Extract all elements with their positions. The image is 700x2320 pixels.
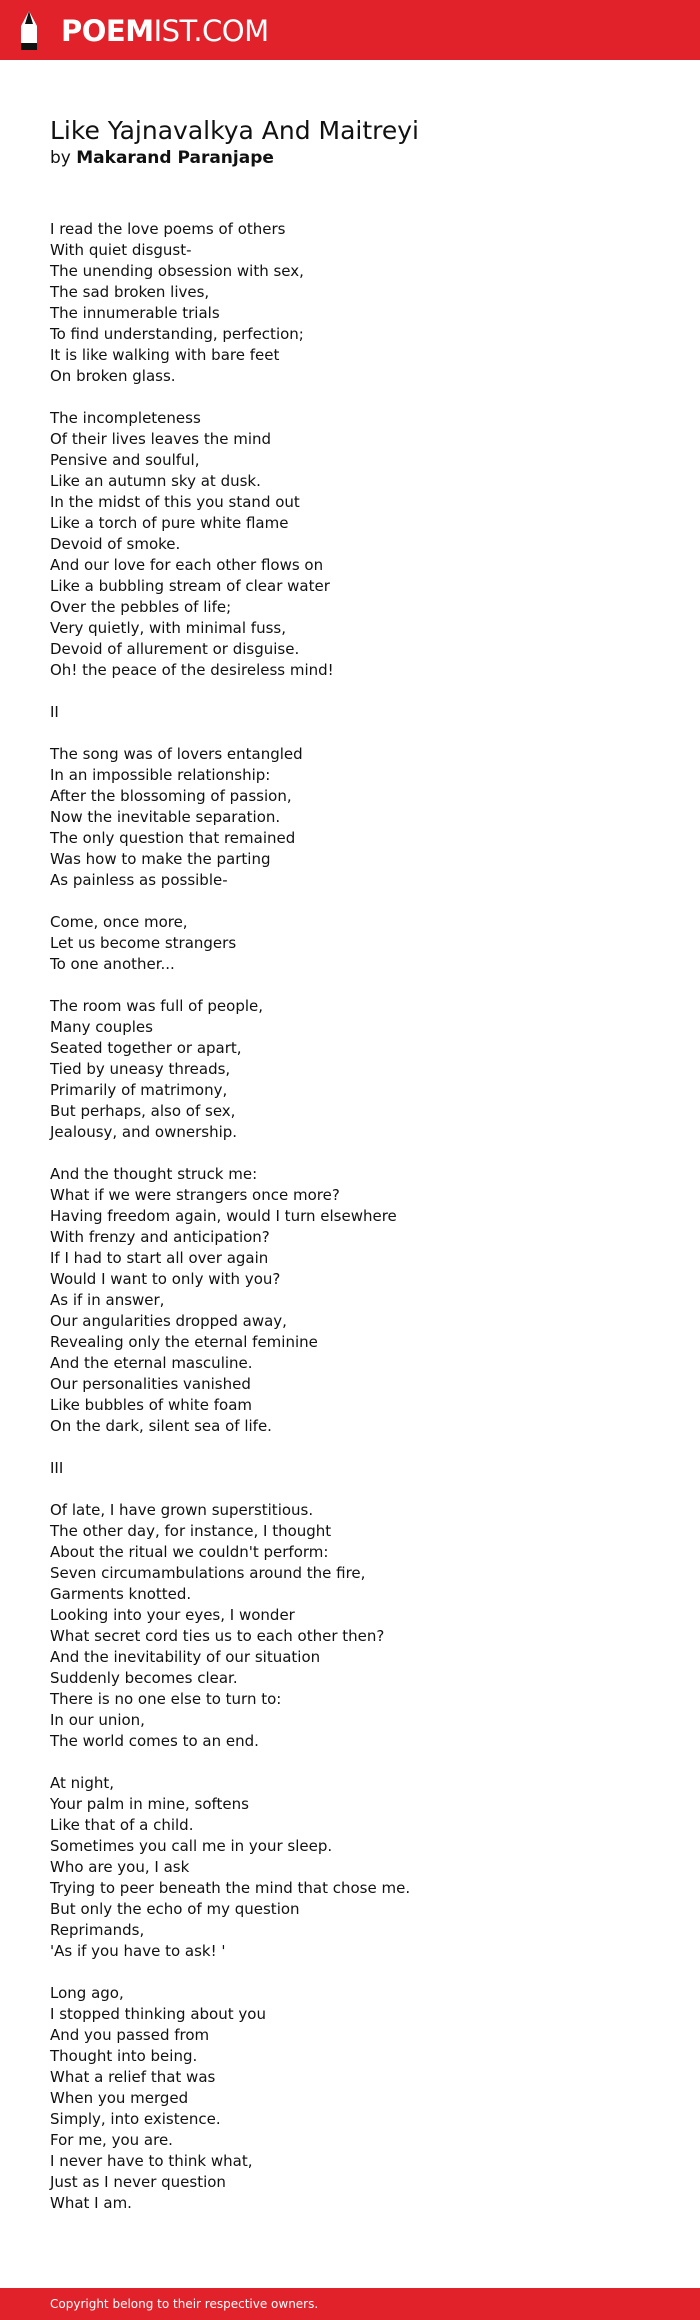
poem-line: Let us become strangers — [50, 934, 237, 952]
poem-line: And you passed from — [50, 2026, 210, 2044]
poem-line: Come, once more, — [50, 913, 188, 931]
poem-line: At night, — [50, 1774, 114, 1792]
poem-line: And the eternal masculine. — [50, 1354, 253, 1372]
poem-line: What if we were strangers once more? — [50, 1186, 340, 1204]
poem-line: Pensive and soulful, — [50, 451, 200, 469]
poem-line: In an impossible relationship: — [50, 766, 271, 784]
poem-line: To one another... — [50, 955, 175, 973]
poem-line: On broken glass. — [50, 367, 176, 385]
poem-line: Like an autumn sky at dusk. — [50, 472, 261, 490]
poem-line: Like a bubbling stream of clear water — [50, 577, 330, 595]
poem-line: Reprimands, — [50, 1921, 145, 1939]
poem-line: Seated together or apart, — [50, 1039, 242, 1057]
poem-title: Like Yajnavalkya And Maitreyi — [50, 116, 420, 145]
poem-line: Primarily of matrimony, — [50, 1081, 228, 1099]
poem-line: In our union, — [50, 1711, 145, 1729]
poem-line: Thought into being. — [50, 2047, 198, 2065]
poem-line: Just as I never question — [50, 2173, 226, 2191]
poem-line: Looking into your eyes, I wonder — [50, 1606, 295, 1624]
poem-line: Revealing only the eternal feminine — [50, 1333, 318, 1351]
poem-line: I stopped thinking about you — [50, 2005, 266, 2023]
poem-byline — [50, 147, 274, 169]
poem-line: With quiet disgust- — [50, 241, 192, 259]
poem-line: As painless as possible- — [50, 871, 228, 889]
stanza-break — [50, 1479, 650, 1500]
stanza-break — [50, 975, 650, 996]
stanza-break — [50, 387, 650, 408]
poem-line: The song was of lovers entangled — [50, 745, 303, 763]
poem-line: After the blossoming of passion, — [50, 787, 292, 805]
site-header — [0, 0, 700, 60]
copyright-notice: Copyright belong to their respective owners. — [50, 2297, 319, 2311]
poem-line: But only the echo of my question — [50, 1900, 300, 1918]
poem-line: Tied by uneasy threads, — [50, 1060, 231, 1078]
poem-line: There is no one else to turn to: — [50, 1690, 282, 1708]
poem-line: The unending obsession with sex, — [50, 262, 304, 280]
poem-line: But perhaps, also of sex, — [50, 1102, 236, 1120]
poem-line: In the midst of this you stand out — [50, 493, 300, 511]
poem-line: Of their lives leaves the mind — [50, 430, 272, 448]
stanza-break — [50, 681, 650, 702]
poem-line: Of late, I have grown superstitious. — [50, 1501, 314, 1519]
poem-line: Seven circumambulations around the fire, — [50, 1564, 366, 1582]
poem-line: Like a torch of pure white flame — [50, 514, 289, 532]
poem-line: And our love for each other flows on — [50, 556, 324, 574]
poem-line: Over the pebbles of life; — [50, 598, 232, 616]
stanza-break — [50, 1752, 650, 1773]
poem-line: If I had to start all over again — [50, 1249, 269, 1267]
poem-line: Who are you, I ask — [50, 1858, 190, 1876]
by-label: by — [50, 148, 71, 168]
poem-line: Trying to peer beneath the mind that chose me. — [50, 1879, 411, 1897]
poem-line: Many couples — [50, 1018, 153, 1036]
poem-line: Like that of a child. — [50, 1816, 194, 1834]
site-logo[interactable] — [61, 11, 269, 51]
poem-line: Suddenly becomes clear. — [50, 1669, 238, 1687]
site-footer — [0, 2288, 700, 2320]
poem-line: It is like walking with bare feet — [50, 346, 280, 364]
poem-line: What a relief that was — [50, 2068, 216, 2086]
poem-line: The only question that remained — [50, 829, 296, 847]
poem-line: Devoid of allurement or disguise. — [50, 640, 300, 658]
poem-line: Jealousy, and ownership. — [50, 1123, 238, 1141]
poem-line: Our personalities vanished — [50, 1375, 251, 1393]
poem-line: Would I want to only with you? — [50, 1270, 281, 1288]
poem-line: Long ago, — [50, 1984, 124, 2002]
poem-line: III — [50, 1459, 64, 1477]
poem-line: The incompleteness — [50, 409, 201, 427]
poem-line: Very quietly, with minimal fuss, — [50, 619, 286, 637]
poem-line: Like bubbles of white foam — [50, 1396, 253, 1414]
poem-line: I never have to think what, — [50, 2152, 253, 2170]
poem-line: Devoid of smoke. — [50, 535, 181, 553]
poem-line: The other day, for instance, I thought — [50, 1522, 332, 1540]
poem-line: The innumerable trials — [50, 304, 220, 322]
poem-line: And the thought struck me: — [50, 1165, 258, 1183]
poem-line: The sad broken lives, — [50, 283, 210, 301]
poem-line: The room was full of people, — [50, 997, 264, 1015]
stanza-break — [50, 1437, 650, 1458]
stanza-break — [50, 1962, 650, 1983]
poem-body — [50, 219, 650, 2214]
poem-line: The world comes to an end. — [50, 1732, 259, 1750]
poem-line: Garments knotted. — [50, 1585, 192, 1603]
poem-line: What I am. — [50, 2194, 132, 2212]
poem-line: With frenzy and anticipation? — [50, 1228, 270, 1246]
poem-line: About the ritual we couldn't perform: — [50, 1543, 329, 1561]
poem-line: Now the inevitable separation. — [50, 808, 281, 826]
poem-line: Simply, into existence. — [50, 2110, 221, 2128]
poem-line: On the dark, silent sea of life. — [50, 1417, 272, 1435]
poem-line: Our angularities dropped away, — [50, 1312, 287, 1330]
logo-text-light: IST.COM — [153, 14, 269, 48]
logo-text-strong: POEM — [61, 14, 154, 48]
poem-author[interactable]: Makarand Paranjape — [76, 148, 274, 168]
poem-line: 'As if you have to ask! ' — [50, 1942, 226, 1960]
poem-line: When you merged — [50, 2089, 189, 2107]
poem-line: For me, you are. — [50, 2131, 173, 2149]
poem-line: II — [50, 703, 59, 721]
poem-line: And the inevitability of our situation — [50, 1648, 321, 1666]
poem-line: Oh! the peace of the desireless mind! — [50, 661, 334, 679]
poem-line: Sometimes you call me in your sleep. — [50, 1837, 333, 1855]
pen-nib-icon — [18, 10, 40, 50]
poem-line: What secret cord ties us to each other then? — [50, 1627, 385, 1645]
poem-line: As if in answer, — [50, 1291, 165, 1309]
stanza-break — [50, 1143, 650, 1164]
poem-line: Was how to make the parting — [50, 850, 271, 868]
poem-line: Your palm in mine, softens — [50, 1795, 249, 1813]
stanza-break — [50, 891, 650, 912]
poem-line: I read the love poems of others — [50, 220, 286, 238]
poem-line: To find understanding, perfection; — [50, 325, 304, 343]
poem-line: Having freedom again, would I turn elsewhere — [50, 1207, 397, 1225]
stanza-break — [50, 723, 650, 744]
